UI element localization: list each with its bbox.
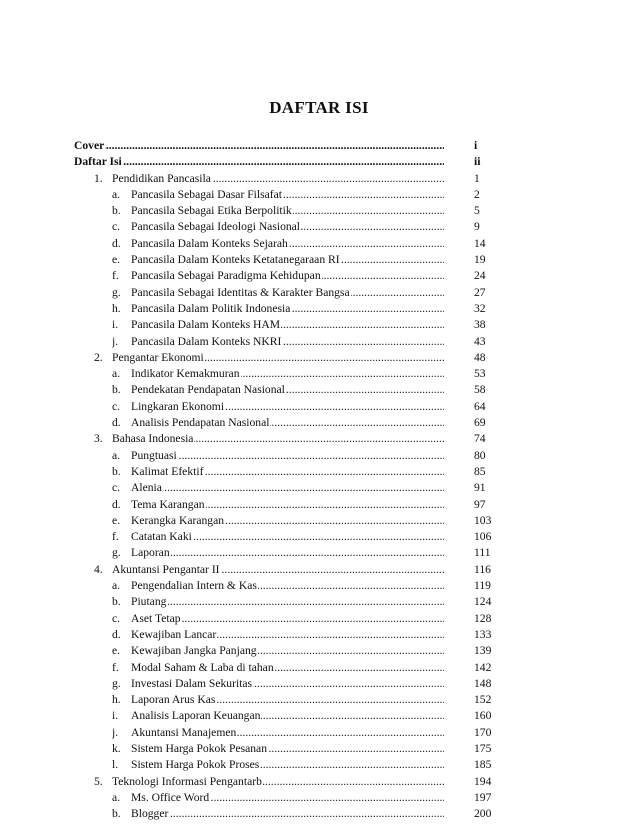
toc-entry-label: Piutang <box>131 595 167 609</box>
toc-entry-text <box>112 725 237 741</box>
toc-entry-text <box>112 415 270 431</box>
toc-entry-label: Pengantar Ekonomi <box>112 350 204 364</box>
toc-entry-label: Investasi Dalam Sekuritas <box>131 676 253 690</box>
toc-entry-text <box>112 219 301 235</box>
toc-entry-label: Ms. Office Word <box>131 790 210 804</box>
toc-dot-leader <box>112 480 444 496</box>
toc-entry-number: c. <box>112 399 121 413</box>
toc-entry-text <box>112 268 322 284</box>
toc-entry[interactable] <box>0 497 638 513</box>
toc-entry-number: b. <box>112 807 121 821</box>
toc-entry[interactable] <box>0 725 638 741</box>
toc-entry-label: Cover <box>74 139 105 152</box>
toc-dot-leader <box>112 545 444 561</box>
toc-entry-text <box>112 545 171 561</box>
toc-entry-number: 2. <box>94 350 103 364</box>
toc-page-number: 32 <box>474 301 486 315</box>
toc-page-number: 5 <box>474 204 480 218</box>
toc-entry-label: Pendidikan Pancasila <box>112 171 211 185</box>
toc-entry[interactable] <box>0 562 638 578</box>
toc-page-number: 19 <box>474 253 486 267</box>
toc-entry[interactable] <box>0 448 638 464</box>
toc-entry-label: Pancasila Sebagai Ideologi Nasional <box>131 220 301 234</box>
toc-dot-leader <box>112 187 444 203</box>
toc-dot-leader <box>112 676 444 692</box>
toc-page-number: 142 <box>474 660 492 674</box>
toc-entry[interactable] <box>0 366 638 382</box>
toc-dot-leader <box>112 529 444 545</box>
toc-entry-label: Sistem Harga Pokok Proses <box>131 758 260 772</box>
toc-entry[interactable] <box>0 334 638 350</box>
toc-entry[interactable] <box>0 643 638 659</box>
toc-entry-number: e. <box>112 253 121 267</box>
toc-entry-number: l. <box>112 758 119 772</box>
toc-page-number: 58 <box>474 383 486 397</box>
toc-entry-text <box>112 790 210 806</box>
toc-entry-text <box>112 660 275 676</box>
toc-dot-leader <box>112 757 444 773</box>
toc-entry[interactable] <box>0 350 638 366</box>
toc-dot-leader <box>112 627 444 643</box>
toc-dot-leader <box>112 643 444 659</box>
toc-page-number: 106 <box>474 530 492 544</box>
toc-entry[interactable] <box>0 268 638 284</box>
toc-entry-number: i. <box>112 318 119 332</box>
toc-dot-leader <box>112 578 444 594</box>
toc-entry-number: 1. <box>94 171 103 185</box>
toc-entry-number: j. <box>112 725 119 739</box>
toc-entry[interactable] <box>0 529 638 545</box>
toc-entry-text <box>112 448 178 464</box>
toc-entry-label: Laporan <box>131 546 170 560</box>
toc-entry-label: Pancasila Dalam Konteks NKRI <box>131 334 282 348</box>
page-title: DAFTAR ISI <box>269 98 369 117</box>
toc-entry[interactable] <box>0 399 638 415</box>
toc-entry-number: d. <box>112 627 121 641</box>
toc-entry-label: Pancasila Dalam Konteks Ketatanegaraan RI <box>131 253 340 267</box>
toc-dot-leader <box>112 790 444 806</box>
toc-entry-number: f. <box>112 660 119 674</box>
toc-entry[interactable] <box>0 464 638 480</box>
toc-entry-label: Teknologi Informasi Pengantarb <box>112 774 262 788</box>
toc-dot-leader <box>112 236 444 252</box>
toc-entry-text <box>112 236 289 252</box>
toc-entry[interactable] <box>0 480 638 496</box>
toc-page-number: 103 <box>474 513 492 527</box>
toc-entry-number: b. <box>112 595 121 609</box>
toc-dot-leader <box>112 594 444 610</box>
toc-page-number: 139 <box>474 644 492 658</box>
toc-entry-label: Pancasila Dalam Politik Indonesia <box>131 301 291 315</box>
toc-dot-leader <box>112 725 444 741</box>
toc-entry-text <box>112 611 182 627</box>
toc-entry-label: Akuntansi Manajemen <box>131 725 237 739</box>
toc-entry-text <box>112 187 283 203</box>
toc-entry-number: g. <box>112 285 121 299</box>
toc-entry-text <box>94 562 221 578</box>
toc-dot-leader <box>112 497 444 513</box>
toc-entry-label: Catatan Kaki <box>131 530 192 544</box>
toc-page-number: 24 <box>474 269 486 283</box>
toc-entry[interactable] <box>0 676 638 692</box>
toc-entry[interactable] <box>0 513 638 529</box>
toc-entry-number: f. <box>112 530 119 544</box>
toc-entry-text <box>94 171 212 187</box>
toc-dot-leader <box>112 285 444 301</box>
toc-entry-number: g. <box>112 546 121 560</box>
toc-entry-number: a. <box>112 579 121 593</box>
toc-entry[interactable] <box>0 790 638 806</box>
toc-entry-number: 5. <box>94 774 103 788</box>
toc-entry-text <box>112 806 169 822</box>
toc-entry-text <box>112 301 291 317</box>
toc-entry-text <box>112 203 293 219</box>
toc-dot-leader <box>112 611 444 627</box>
toc-dot-leader <box>112 334 444 350</box>
toc-page-number: 197 <box>474 790 492 804</box>
toc-entry-text <box>112 578 258 594</box>
toc-entry-text <box>112 366 241 382</box>
toc-entry-text <box>112 676 253 692</box>
toc-entry-text <box>112 513 225 529</box>
toc-entry[interactable] <box>0 301 638 317</box>
toc-page-number: 124 <box>474 595 492 609</box>
toc-entry[interactable] <box>0 187 638 203</box>
toc-entry-number: i. <box>112 709 119 723</box>
toc-entry-label: Bahasa Indonesia <box>112 432 194 446</box>
toc-entry-text <box>112 399 225 415</box>
toc-page-number: 27 <box>474 285 486 299</box>
toc-page-number: 14 <box>474 236 486 250</box>
toc-page-number: 119 <box>474 579 491 593</box>
toc-entry-label: Tema Karangan <box>131 497 205 511</box>
toc-entry-number: a. <box>112 187 121 201</box>
toc-dot-leader <box>74 138 444 154</box>
toc-page-number: 185 <box>474 758 492 772</box>
toc-page-number: i <box>474 139 478 152</box>
toc-dot-leader <box>112 708 444 724</box>
toc-page-number: 97 <box>474 497 486 511</box>
toc-page-number: 133 <box>474 627 492 641</box>
toc-entry-label: Pancasila Dalam Konteks HAM <box>131 318 281 332</box>
toc-entry-text <box>112 382 286 398</box>
toc-dot-leader <box>94 562 444 578</box>
toc-page-number: 80 <box>474 448 486 462</box>
toc-page-number: 170 <box>474 725 492 739</box>
toc-page-number: 152 <box>474 693 492 707</box>
toc-page-number: 64 <box>474 399 486 413</box>
toc-entry-number: 4. <box>94 562 103 576</box>
toc-entry-number: d. <box>112 497 121 511</box>
toc-entry-number: b. <box>112 383 121 397</box>
toc-entry-number: d. <box>112 416 121 430</box>
toc-dot-leader <box>112 203 444 219</box>
toc-entry-label: Pungtuasi <box>131 448 177 462</box>
toc-dot-leader <box>112 317 444 333</box>
toc-entry-number: g. <box>112 676 121 690</box>
toc-entry-label: Analisis Pendapatan Nasional <box>131 416 270 430</box>
toc-entry-text <box>112 643 258 659</box>
toc-entry[interactable] <box>0 578 638 594</box>
toc-dot-leader <box>112 806 444 822</box>
toc-entry-label: Blogger <box>131 807 169 821</box>
toc-entry-text <box>112 317 281 333</box>
toc-page-number: 194 <box>474 774 492 788</box>
toc-entry-label: Indikator Kemakmuran <box>131 367 240 381</box>
toc-entry-text <box>112 480 163 496</box>
toc-dot-leader <box>112 464 444 480</box>
toc-dot-leader <box>112 366 444 382</box>
toc-entry[interactable] <box>0 774 638 790</box>
toc-dot-leader <box>112 660 444 676</box>
toc-page-number: 43 <box>474 334 486 348</box>
toc-page-number: 116 <box>474 562 491 576</box>
toc-entry-number: a. <box>112 448 121 462</box>
toc-page-number: 200 <box>474 807 492 821</box>
toc-page-number: 48 <box>474 350 486 364</box>
toc-entry-number: c. <box>112 220 121 234</box>
toc-entry-text <box>112 464 204 480</box>
toc-entry-text <box>74 138 105 154</box>
toc-entry-label: Alenia <box>131 481 162 495</box>
toc-entry-text <box>94 431 194 447</box>
toc-entry-label: Pengendalian Intern & Kas <box>131 579 257 593</box>
toc-entry[interactable] <box>0 415 638 431</box>
toc-entry-text <box>112 741 268 757</box>
toc-entry-text <box>112 692 216 708</box>
toc-dot-leader <box>94 350 444 366</box>
toc-entry[interactable] <box>0 236 638 252</box>
toc-entry-number: j. <box>112 334 119 348</box>
toc-entry[interactable] <box>0 545 638 561</box>
toc-page-number: 111 <box>474 546 491 560</box>
toc-dot-leader <box>94 431 444 447</box>
toc-entry[interactable] <box>0 252 638 268</box>
toc-entry[interactable] <box>0 317 638 333</box>
toc-entry-text <box>112 594 167 610</box>
toc-entry-text <box>94 350 205 366</box>
toc-entry[interactable] <box>0 219 638 235</box>
toc-entry-number: k. <box>112 741 121 755</box>
toc-entry-number: d. <box>112 236 121 250</box>
toc-entry-number: b. <box>112 204 121 218</box>
toc-page-number: 38 <box>474 318 486 332</box>
toc-dot-leader <box>112 448 444 464</box>
toc-entry[interactable] <box>0 757 638 773</box>
toc-entry[interactable] <box>0 285 638 301</box>
toc-entry-number: h. <box>112 301 121 315</box>
toc-entry[interactable] <box>0 806 638 822</box>
toc-entry-number: h. <box>112 693 121 707</box>
toc-entry-text <box>112 627 217 643</box>
toc-page-number: 148 <box>474 676 492 690</box>
toc-entry-label: Pancasila Sebagai Paradigma Kehidupan <box>131 269 321 283</box>
toc-entry[interactable] <box>0 741 638 757</box>
toc-entry-number: a. <box>112 367 121 381</box>
toc-entry-label: Kerangka Karangan <box>131 513 225 527</box>
toc-dot-leader <box>94 774 444 790</box>
toc-entry[interactable] <box>0 594 638 610</box>
toc-entry-label: Aset Tetap <box>131 611 181 625</box>
toc-entry-text <box>112 285 351 301</box>
toc-page-number: 175 <box>474 741 492 755</box>
toc-entry-label: Lingkaran Ekonomi <box>131 399 225 413</box>
table-of-contents <box>0 138 638 822</box>
toc-dot-leader <box>112 415 444 431</box>
toc-entry-label: Kalimat Efektif <box>131 464 204 478</box>
toc-entry-text <box>74 154 123 170</box>
toc-page-number: 69 <box>474 416 486 430</box>
toc-entry[interactable] <box>0 660 638 676</box>
toc-entry-number: c. <box>112 611 121 625</box>
toc-dot-leader <box>112 252 444 268</box>
toc-entry-text <box>112 529 193 545</box>
toc-entry-label: Laporan Arus Kas <box>131 693 216 707</box>
toc-page-number: 85 <box>474 464 486 478</box>
toc-entry[interactable] <box>0 692 638 708</box>
toc-dot-leader <box>112 692 444 708</box>
toc-entry-number: e. <box>112 513 121 527</box>
toc-dot-leader <box>112 399 444 415</box>
toc-dot-leader <box>74 154 444 170</box>
toc-entry[interactable] <box>0 611 638 627</box>
toc-entry-label: Pancasila Sebagai Identitas & Karakter Bangsa <box>131 285 350 299</box>
toc-entry-label: Pendekatan Pendapatan Nasional <box>131 383 285 397</box>
toc-entry[interactable] <box>0 138 638 154</box>
toc-entry-label: Kewajiban Jangka Panjang <box>131 644 257 658</box>
toc-entry-label: Daftar Isi <box>74 155 122 169</box>
toc-entry[interactable] <box>0 203 638 219</box>
toc-entry[interactable] <box>0 708 638 724</box>
toc-entry-number: a. <box>112 790 121 804</box>
toc-entry[interactable] <box>0 627 638 643</box>
toc-entry-number: 3. <box>94 432 103 446</box>
toc-page-number: 74 <box>474 432 486 446</box>
toc-page-number: ii <box>474 155 481 169</box>
toc-entry[interactable] <box>0 382 638 398</box>
toc-dot-leader <box>112 513 444 529</box>
toc-entry-label: Modal Saham & Laba di tahan <box>131 660 274 674</box>
toc-dot-leader <box>94 171 444 187</box>
toc-dot-leader <box>112 382 444 398</box>
toc-dot-leader <box>112 268 444 284</box>
toc-entry[interactable] <box>0 154 638 170</box>
toc-entry-label: Akuntansi Pengantar II <box>112 562 220 576</box>
toc-page-number: 160 <box>474 709 492 723</box>
toc-entry-text <box>112 497 206 513</box>
toc-entry-number: e. <box>112 644 121 658</box>
toc-entry-label: Analisis Laporan Keuangan <box>131 709 261 723</box>
toc-entry-label: Pancasila Sebagai Dasar Filsafat <box>131 187 282 201</box>
toc-page-number: 2 <box>474 187 480 201</box>
toc-page-number: 1 <box>474 171 480 185</box>
toc-entry-label: Pancasila Sebagai Etika Berpolitik <box>131 204 292 218</box>
toc-entry-number: c. <box>112 481 121 495</box>
toc-page-number: 128 <box>474 611 492 625</box>
toc-entry-label: Kewajiban Lancar <box>131 627 217 641</box>
toc-entry-label: Sistem Harga Pokok Pesanan <box>131 741 268 755</box>
toc-dot-leader <box>112 301 444 317</box>
toc-page-number: 91 <box>474 481 486 495</box>
toc-page-number: 53 <box>474 367 486 381</box>
toc-entry-text <box>94 774 263 790</box>
toc-page-number: 9 <box>474 220 480 234</box>
toc-entry-text <box>112 334 282 350</box>
toc-entry-number: b. <box>112 464 121 478</box>
toc-entry[interactable] <box>0 431 638 447</box>
toc-entry-text <box>112 757 260 773</box>
toc-entry-text <box>112 708 261 724</box>
toc-dot-leader <box>112 219 444 235</box>
toc-dot-leader <box>112 741 444 757</box>
toc-entry[interactable] <box>0 171 638 187</box>
toc-entry-text <box>112 252 341 268</box>
toc-entry-number: f. <box>112 269 119 283</box>
toc-entry-label: Pancasila Dalam Konteks Sejarah <box>131 236 288 250</box>
